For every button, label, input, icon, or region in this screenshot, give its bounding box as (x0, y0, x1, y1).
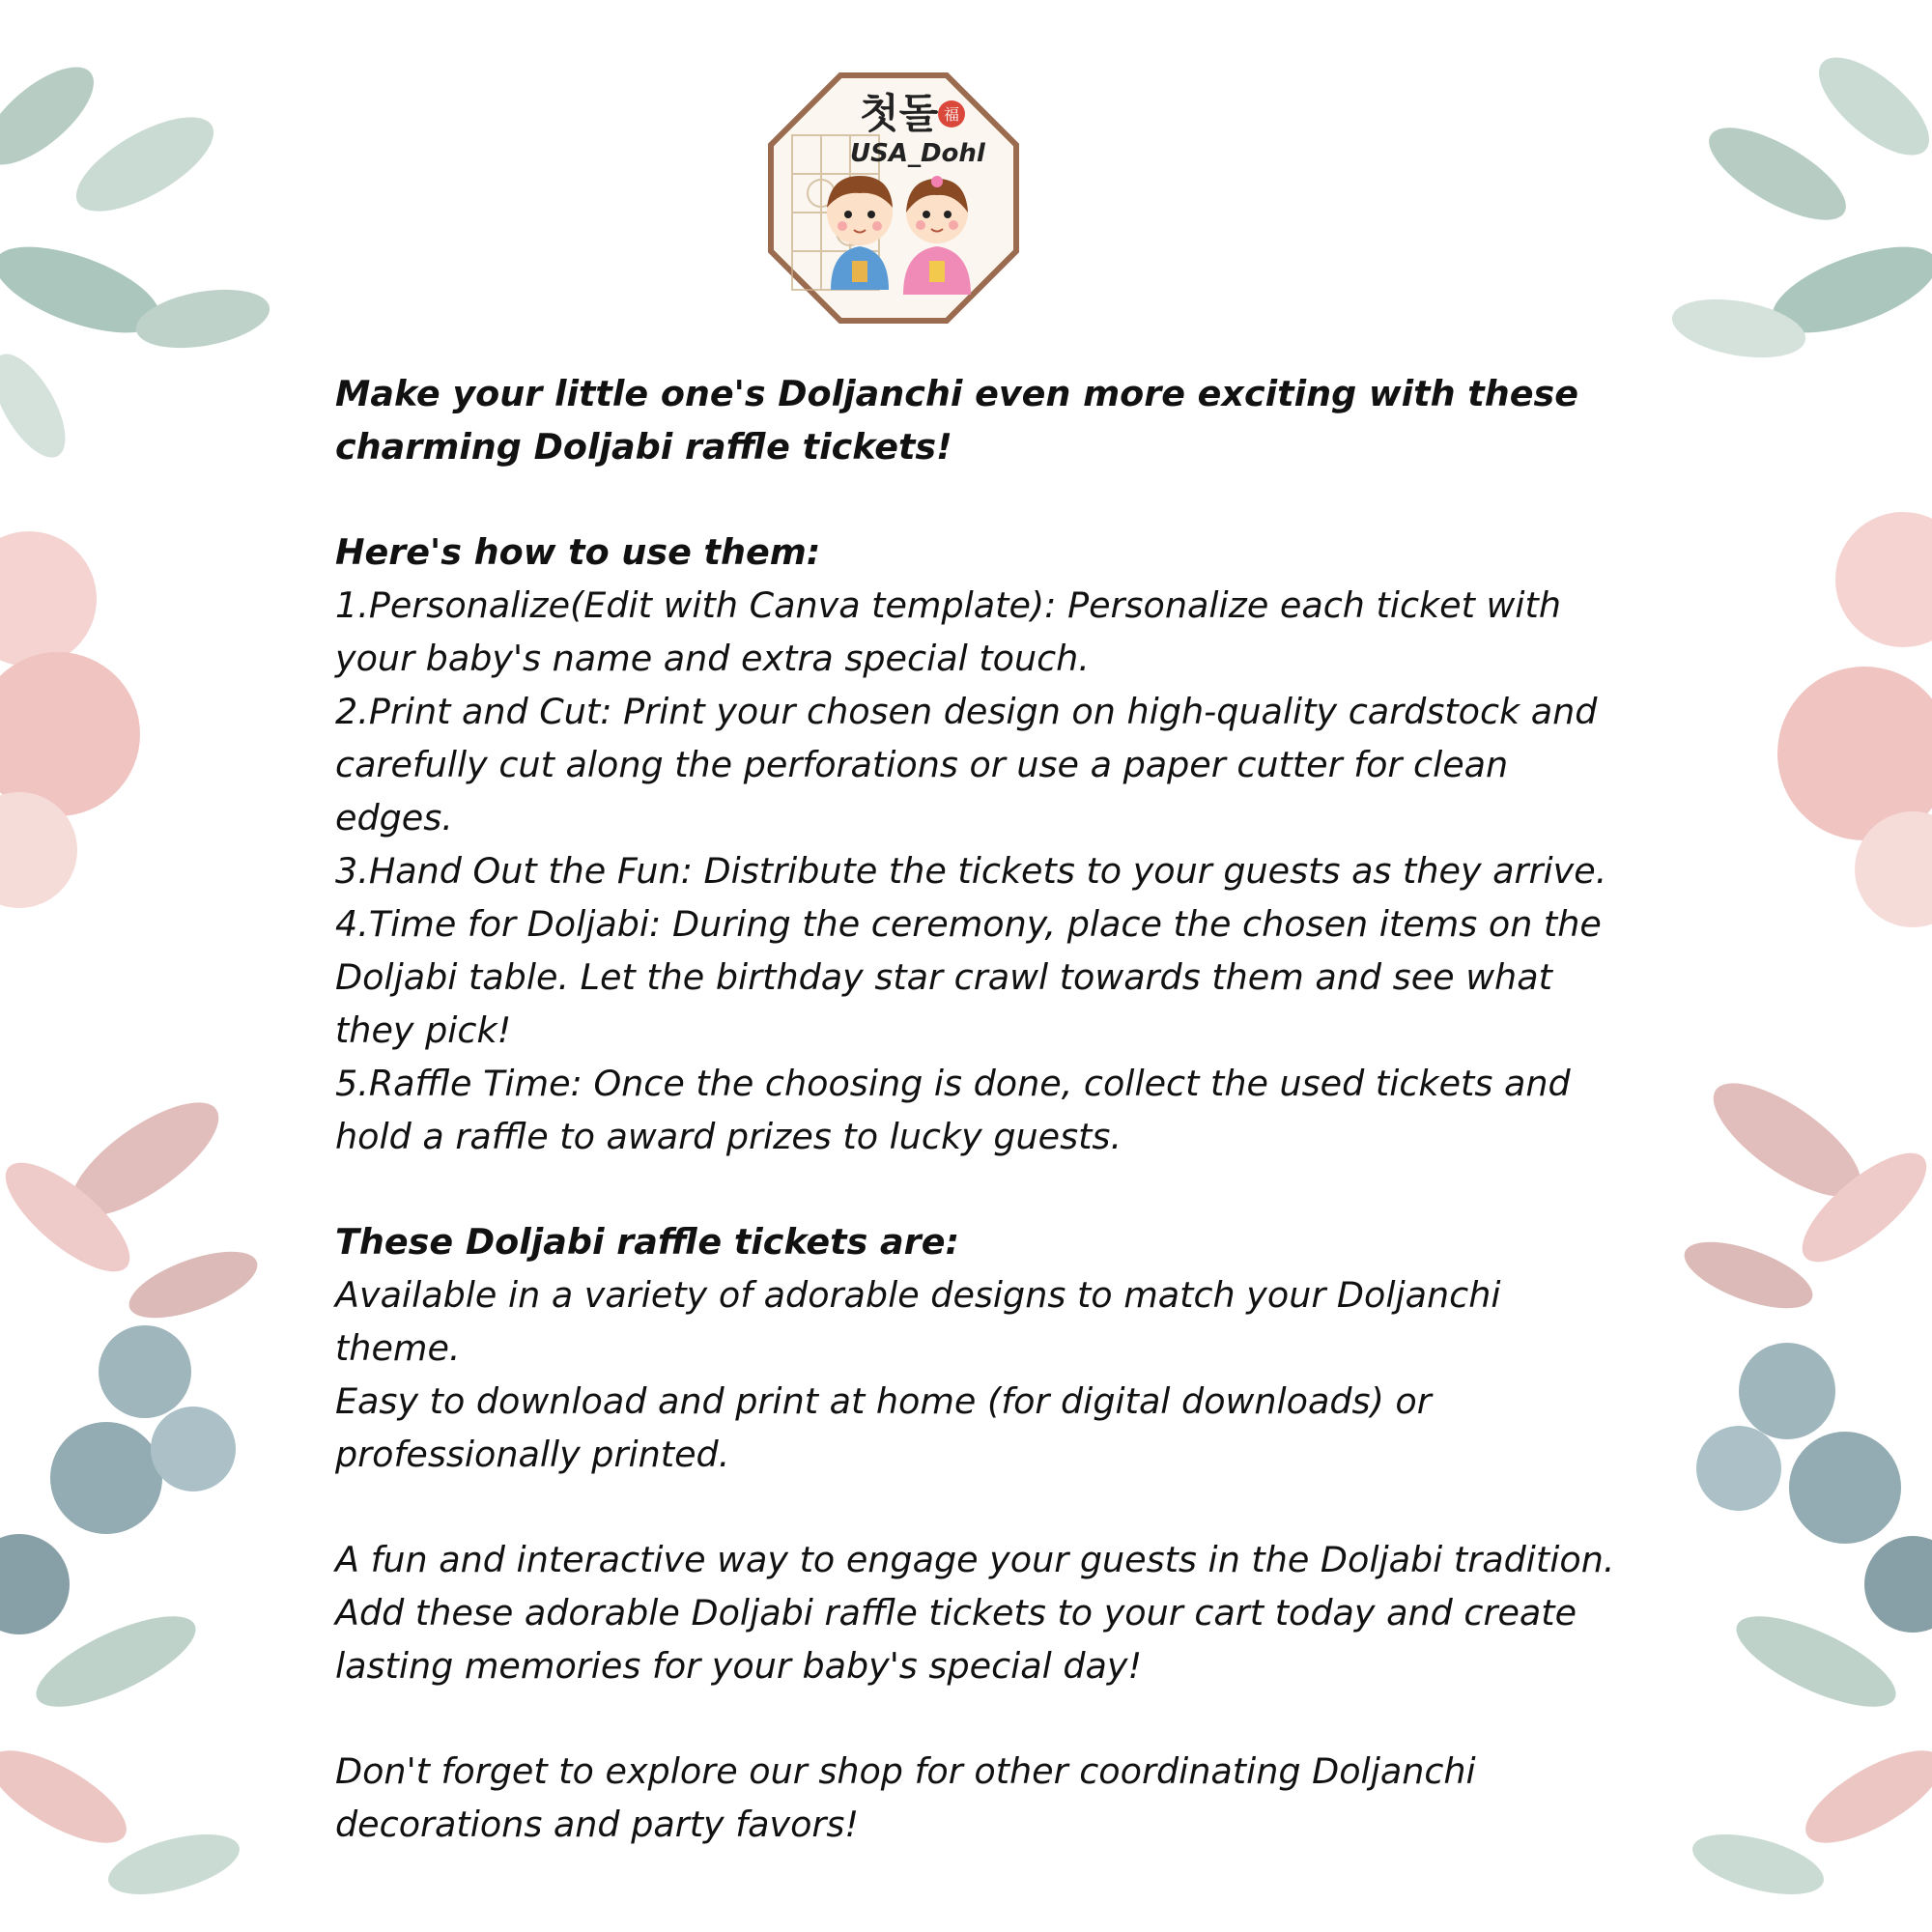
engage-line: Add these adorable Doljabi raffle tickets to your cart today and create lasting memories for your baby's special day! (335, 1592, 1577, 1687)
step-item: 2.Print and Cut: Print your chosen design on high-quality cardstock and carefully cut along the perforations or use a paper cutter for clean edges. (335, 691, 1598, 838)
brand-logo-graphic (763, 68, 1024, 328)
feature-item: Easy to download and print at home (for digital downloads) or professionally printed. (335, 1380, 1432, 1475)
floral-border-right (1642, 0, 1932, 1932)
product-description (335, 367, 1630, 1851)
logo-korean-text: 첫돌 (860, 90, 939, 137)
feature-item: Available in a variety of adorable designs to match your Doljanchi theme. (335, 1274, 1501, 1369)
logo-brand-text: USA_Dohl (850, 139, 985, 168)
closing-text: Don't forget to explore our shop for other coordinating Doljanchi decorations and party favors! (335, 1750, 1476, 1845)
brand-logo (763, 68, 1024, 328)
step-item: 3.Hand Out the Fun: Distribute the tickets to your guests as they arrive. (335, 850, 1607, 892)
howto-heading: Here's how to use them: (335, 531, 821, 573)
step-item: 5.Raffle Time: Once the choosing is done, collect the used tickets and hold a raffle to award prizes to lucky guests. (335, 1063, 1571, 1157)
floral-border-left (0, 0, 290, 1932)
boy-illustration (827, 176, 893, 290)
logo-seal-char: 福 (943, 105, 960, 124)
step-item: 1.Personalize(Edit with Canva template): Personalize each ticket with your baby's name and extra special touch. (335, 584, 1561, 679)
features-heading: These Doljabi raffle tickets are: (335, 1221, 960, 1263)
engage-line: A fun and interactive way to engage your guests in the Doljabi tradition. (335, 1539, 1615, 1580)
step-item: 4.Time for Doljabi: During the ceremony, place the chosen items on the Doljabi table. Let the birthday star crawl towards them and see what they pick! (335, 903, 1602, 1051)
intro-text: Make your little one's Doljanchi even more exciting with these charming Doljabi raffle tickets! (335, 373, 1578, 468)
